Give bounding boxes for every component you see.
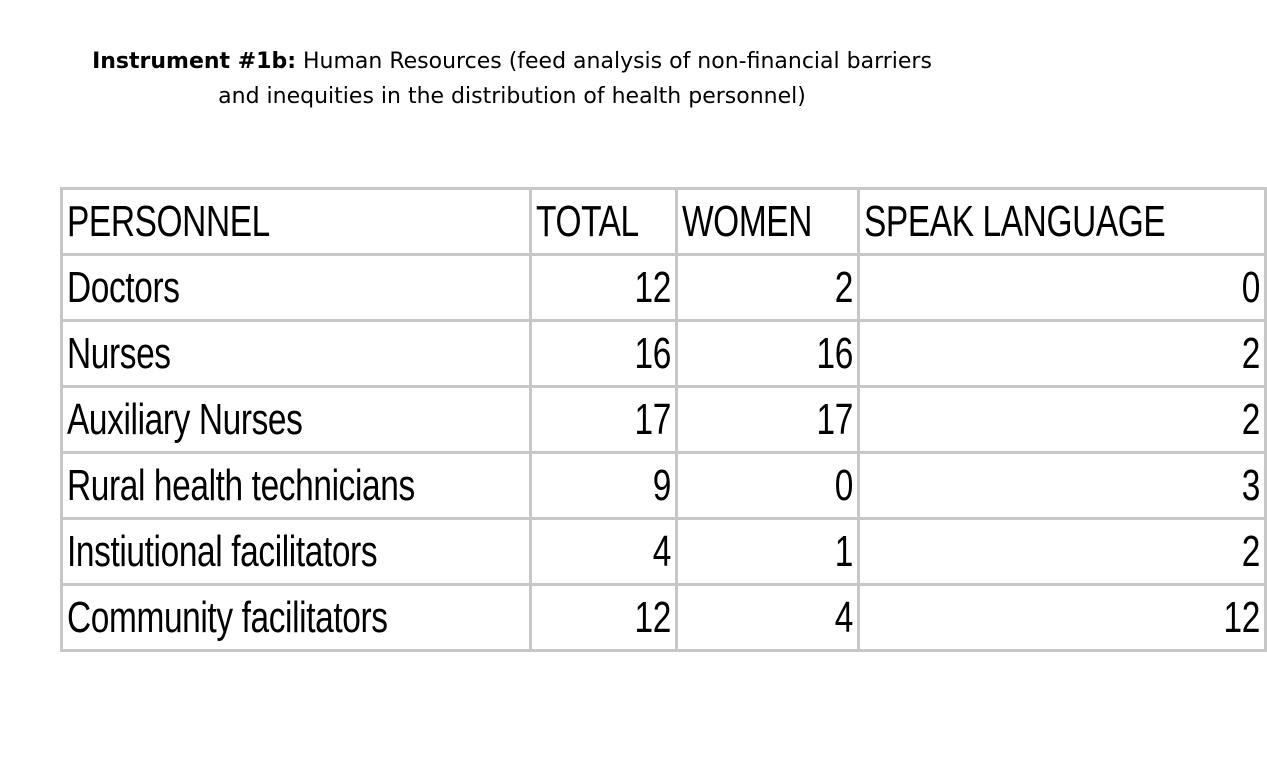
total-cell: 16 (530, 321, 676, 387)
personnel-cell: Doctors (62, 255, 531, 321)
women-cell: 2 (676, 255, 858, 321)
table-row (62, 453, 1266, 519)
personnel-cell: Instiutional facilitators (62, 519, 531, 585)
table-row (62, 255, 1266, 321)
personnel-cell: Nurses (62, 321, 531, 387)
speak-language-cell: 12 (858, 585, 1265, 651)
column-header-speak-language: SPEAK LANGUAGE (858, 189, 1265, 255)
speak-language-cell: 2 (858, 321, 1265, 387)
total-cell: 4 (530, 519, 676, 585)
total-cell: 12 (530, 255, 676, 321)
women-cell: 16 (676, 321, 858, 387)
personnel-table (60, 187, 1267, 652)
table-row (62, 519, 1266, 585)
title-bold-label: Instrument #1b: (92, 49, 297, 74)
column-header-total: TOTAL (530, 189, 676, 255)
table-row (62, 387, 1266, 453)
total-cell: 17 (530, 387, 676, 453)
women-cell: 17 (676, 387, 858, 453)
women-cell: 1 (676, 519, 858, 585)
personnel-cell: Rural health technicians (62, 453, 531, 519)
table-row (62, 321, 1266, 387)
total-cell: 12 (530, 585, 676, 651)
speak-language-cell: 3 (858, 453, 1265, 519)
women-cell: 0 (676, 453, 858, 519)
column-header-personnel: PERSONNEL (62, 189, 531, 255)
table-row (62, 585, 1266, 651)
column-header-women: WOMEN (676, 189, 858, 255)
slide-title (90, 44, 934, 114)
speak-language-cell: 2 (858, 519, 1265, 585)
table-header-row (62, 189, 1266, 255)
total-cell: 9 (530, 453, 676, 519)
women-cell: 4 (676, 585, 858, 651)
title-description: Human Resources (feed analysis of non-financial barriers and inequities in the distribution of health personnel) (218, 49, 932, 109)
speak-language-cell: 2 (858, 387, 1265, 453)
personnel-cell: Community facilitators (62, 585, 531, 651)
personnel-cell: Auxiliary Nurses (62, 387, 531, 453)
speak-language-cell: 0 (858, 255, 1265, 321)
